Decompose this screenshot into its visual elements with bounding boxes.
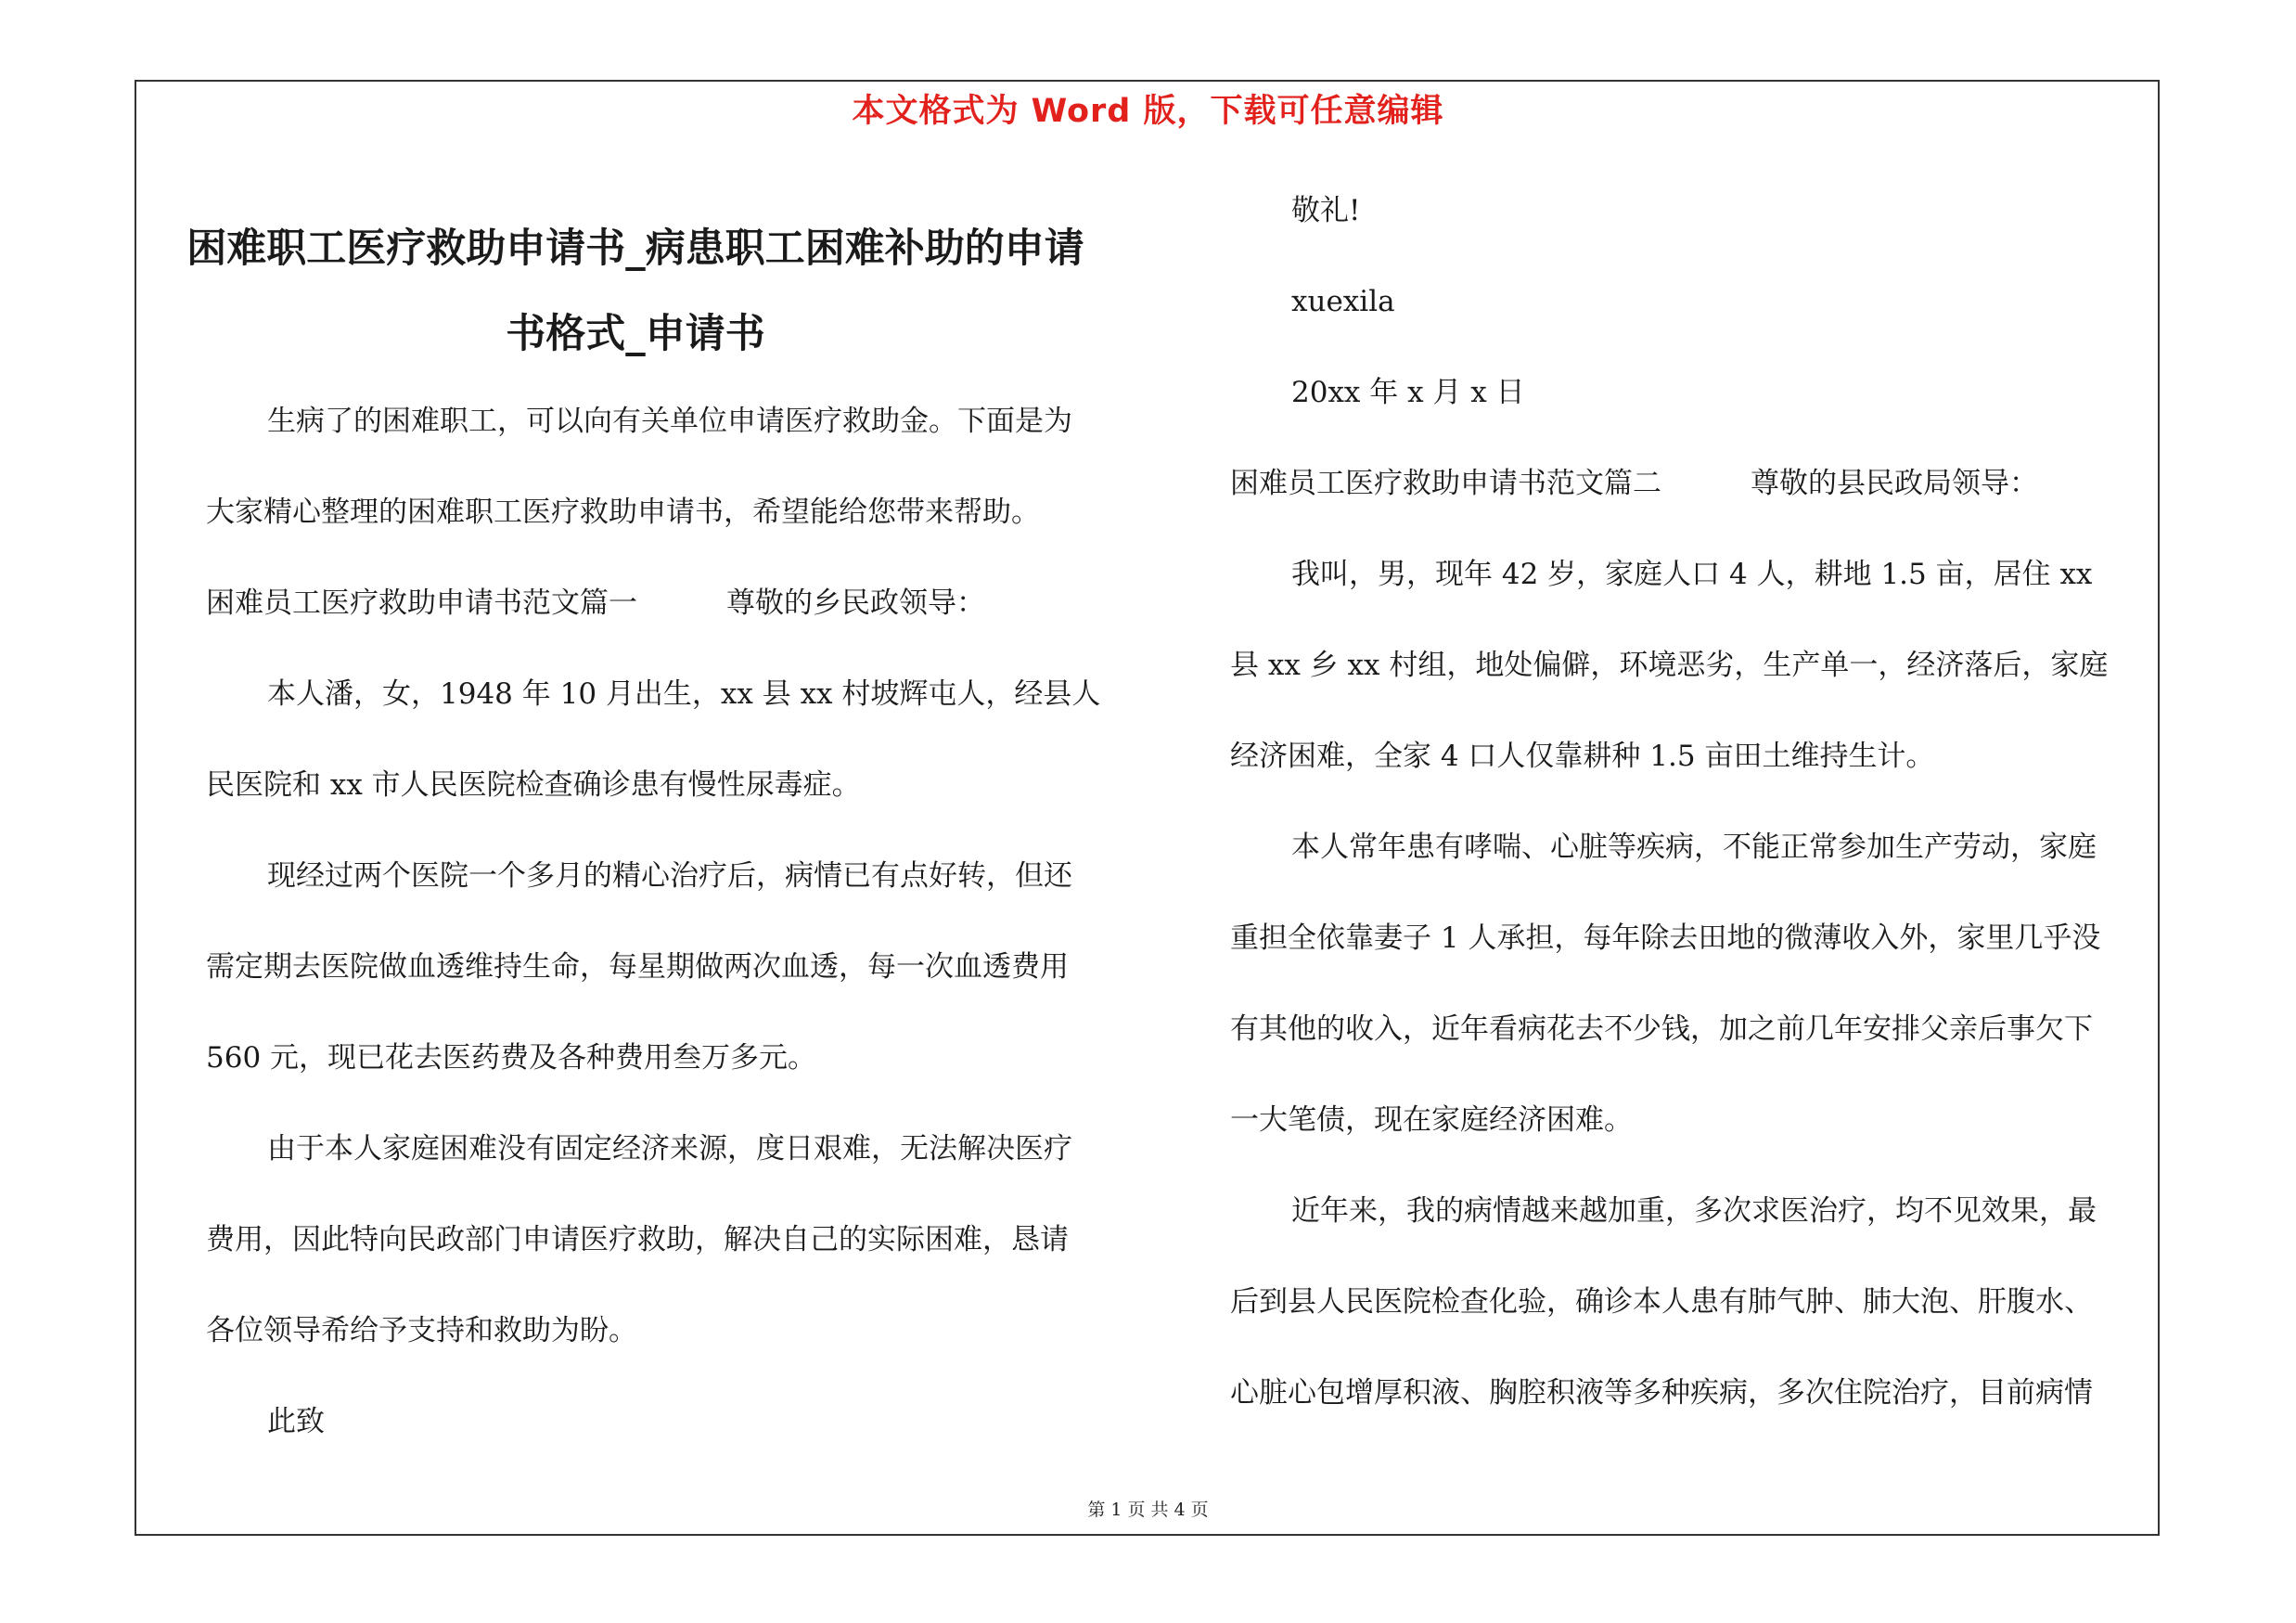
title-line-2: 书格式_申请书	[506, 311, 765, 357]
page-number: 第 1 页 共 4 页	[1087, 1500, 1209, 1520]
text-line: 县 xx 乡 xx 村组，地处偏僻，环境恶劣，生产单一，经济落后，家庭	[1230, 649, 2109, 682]
text-line: 心脏心包增厚积液、胸腔积液等多种疾病，多次住院治疗，目前病情	[1230, 1376, 2093, 1410]
text-line: 由于本人家庭困难没有固定经济来源，度日艰难，无法解决医疗	[267, 1132, 1072, 1166]
left-column	[206, 376, 1124, 1467]
text-line: 一大笔债，现在家庭经济困难。	[1230, 1103, 1633, 1137]
text-line: 费用，因此特向民政部门申请医疗救助，解决自己的实际困难，恳请	[206, 1223, 1069, 1256]
text-line: 本人潘，女，1948 年 10 月出生，xx 县 xx 村坡辉屯人，经县人	[267, 677, 1101, 711]
text-line: 现经过两个医院一个多月的精心治疗后，病情已有点好转，但还	[267, 859, 1072, 893]
text-line: 有其他的收入，近年看病花去不少钱，加之前几年安排父亲后事欠下	[1230, 1012, 2093, 1046]
title-line-1: 困难职工医疗救助申请书_病患职工困难补助的申请	[186, 225, 1084, 272]
text-line: 生病了的困难职工，可以向有关单位申请医疗救助金。下面是为	[267, 405, 1072, 438]
text-line: 我叫，男，现年 42 岁，家庭人口 4 人，耕地 1.5 亩，居住 xx	[1291, 558, 2093, 591]
text-line: 各位领导希给予支持和救助为盼。	[206, 1314, 637, 1347]
text-line: 经济困难，全家 4 口人仅靠耕种 1.5 亩田土维持生计。	[1230, 740, 1935, 773]
closing-regards: 敬礼!	[1291, 194, 1361, 227]
text-line: 本人常年患有哮喘、心脏等疾病，不能正常参加生产劳动，家庭	[1291, 831, 2097, 864]
date-line: 20xx 年 x 月 x 日	[1291, 376, 1525, 409]
signature: xuexila	[1291, 285, 1395, 318]
closing-line: 此致	[267, 1405, 325, 1438]
salutation: 尊敬的县民政局领导：	[1751, 467, 2038, 500]
text-line: 近年来，我的病情越来越加重，多次求医治疗，均不见效果，最	[1291, 1194, 2097, 1228]
text-line	[206, 558, 1124, 649]
text-line: 560 元，现已花去医药费及各种费用叁万多元。	[206, 1041, 817, 1075]
text-line: 重担全依靠妻子 1 人承担，每年除去田地的微薄收入外，家里几乎没	[1230, 921, 2101, 955]
sample-heading-2: 困难员工医疗救助申请书范文篇二	[1230, 467, 1661, 500]
document-title	[148, 206, 1122, 377]
text-line: 大家精心整理的困难职工医疗救助申请书，希望能给您带来帮助。	[206, 496, 1040, 529]
text-line: 民医院和 xx 市人民医院检查确诊患有慢性尿毒症。	[206, 768, 861, 802]
right-column	[1230, 165, 2163, 1438]
text-line: 后到县人民医院检查化验，确诊本人患有肺气肿、肺大泡、肝腹水、	[1230, 1285, 2093, 1319]
text-line: 需定期去医院做血透维持生命，每星期做两次血透，每一次血透费用	[206, 950, 1069, 984]
sample-heading-1: 困难员工医疗救助申请书范文篇一	[206, 586, 637, 620]
word-format-banner: 本文格式为 Word 版，下载可任意编辑	[852, 93, 1444, 130]
text-line	[1230, 438, 2163, 529]
salutation: 尊敬的乡民政领导：	[726, 586, 985, 620]
